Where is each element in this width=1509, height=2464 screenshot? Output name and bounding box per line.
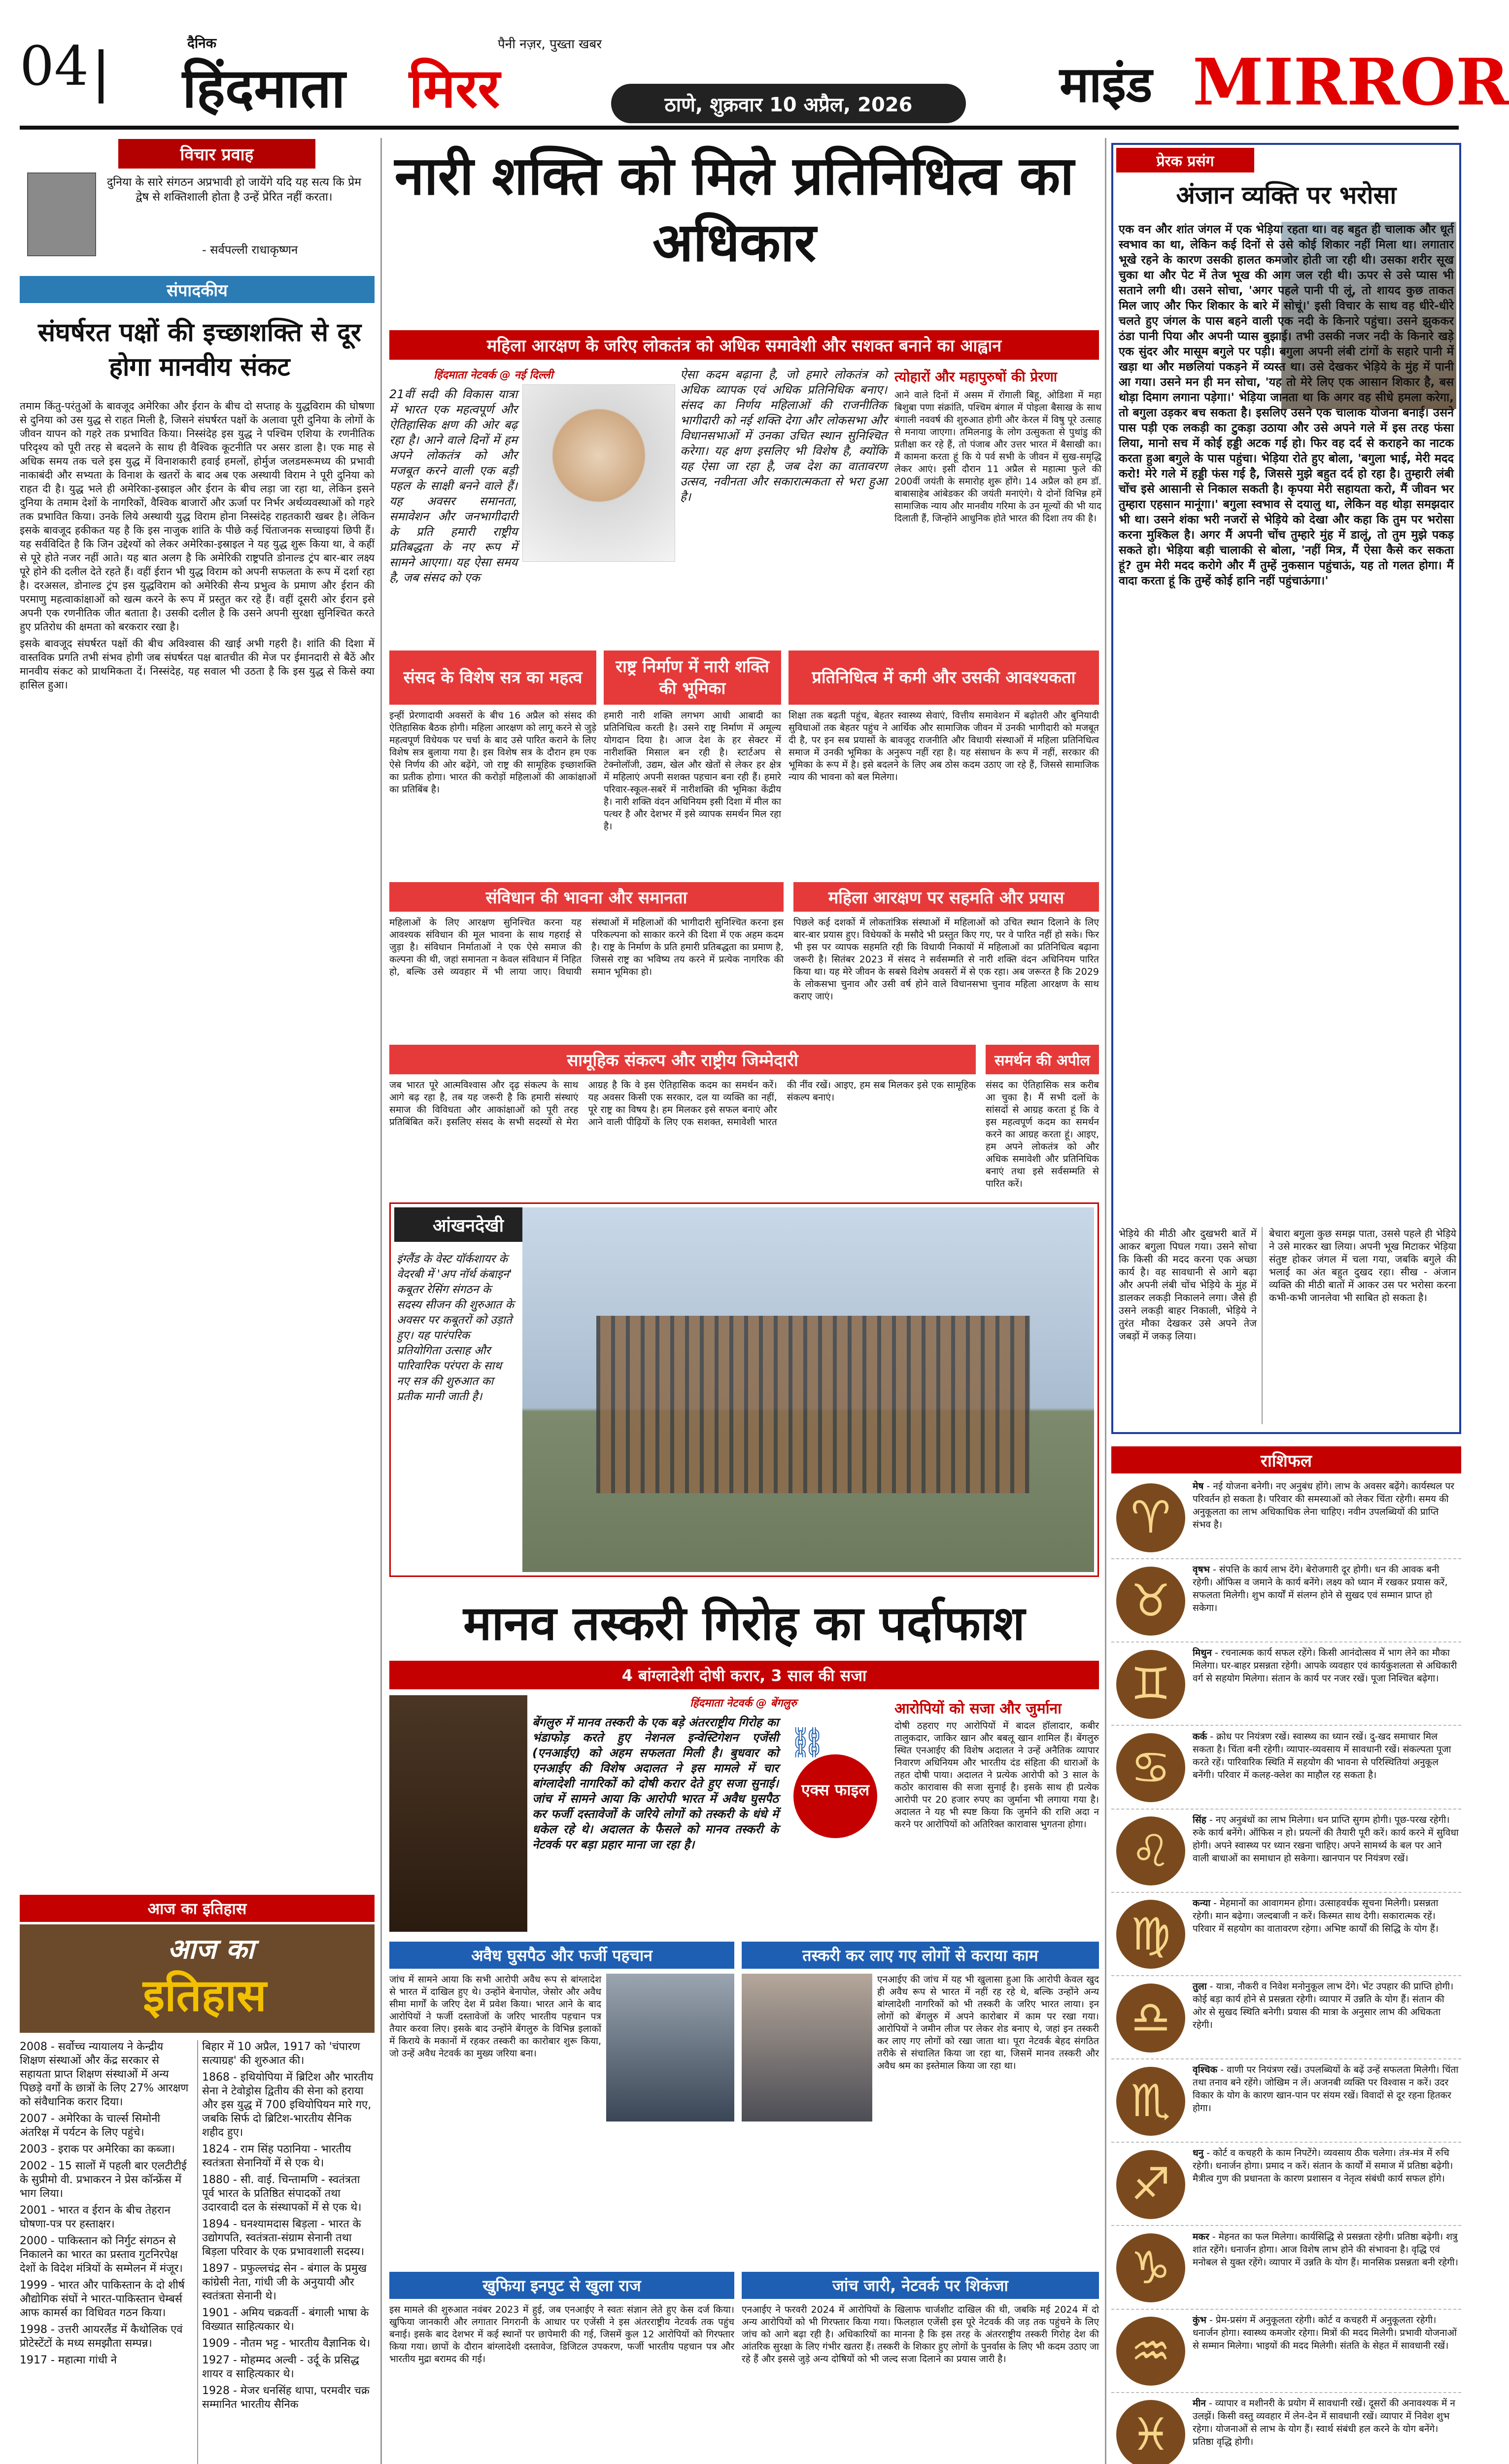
prerak-divider	[1262, 1227, 1263, 1424]
handcuff-icon: ⛓	[789, 1725, 826, 1760]
trafficking-subhead: 4 बांग्लादेशी दोषी करार, 3 साल की सजा	[621, 1666, 867, 1685]
rashi-text: तुला - यात्रा, नौकरी व निवेश मनोनुकूल लाभ देंगे। भेंट उपहार की प्राप्ति होगी। कोई बड़ा कार्य होने से प्रसन्नता रहेगी। व्यापार में उन्नति के योग हैं। संतान की ओर से सुखद स्थिति बनेगी। प्रयास की मात्रा के अनुसार लाभ की अधिकता रहेगी।	[1193, 1981, 1454, 2030]
sec7-body: संसद का ऐतिहासिक सत्र करीब आ चुका है। मैं सभी दलों के सांसदों से आग्रह करता हूं कि वे इस महत्वपूर्ण कदम का समर्थन करने का आग्रह करता हूं। आइए, हम अपने लोकतंत्र को और अधिक समावेशी और प्रतिनिधिक बनाएं तथा इसे सर्वसम्मति से पारित करें।	[986, 1080, 1099, 1189]
s2-body: एनआईए की जांच में यह भी खुलासा हुआ कि आरोपी केवल खुद ही अवैध रूप से भारत में नहीं रह रहे थे, बल्कि उन्होंने अन्य बांग्लादेशी नागरिकों को भी तस्करी के जरिए भारत लाया। इन लोगों को बेंगलुरु में अपने कारोबार में काम पर रखा गया। आरोपियों ने जमीन लीज पर लेकर शेड बनाए थे, जहां इन तस्करी कर लाए गए लोगों को रखा जाता था। पूरा नेटवर्क बेहद संगठित तरीके से संचालित किया जा रहा था, जिसमें मानव तस्करी और अवैध श्रम का इस्तेमाल किया जा रहा था।	[877, 1974, 1099, 2071]
photo-nia	[606, 1974, 734, 2122]
rashi-row	[1111, 2310, 1461, 2393]
portrait-radhakrishnan	[27, 172, 96, 256]
main-lead-right-head: त्योहारों और महापुरुषों की प्रेरणा	[894, 369, 1058, 385]
rashi-name: तुला	[1193, 1981, 1207, 1992]
rashi-prediction: संपत्ति के कार्य लाभ देंगे। बेरोजगारी दूर होगी। धन की आवक बनी रहेगी। ऑफिस व जमाने के कार्य बनेंगे। लक्ष्य को ध्यान में रखकर प्रयास करें, सफलता मिलेगी। शुभ कार्यों में संलग्न होने से सुखद एवं सम्मान प्राप्त हो सकेगा।	[1193, 1564, 1448, 1614]
itihas-item: 2008 - सर्वोच्च न्यायालय ने केन्द्रीय शिक्षण संस्थाओं और केंद्र सरकार से सहायता प्राप्त शिक्षण संस्थाओं में अन्य पिछड़े वर्गों के छात्रों के लिए 27% आरक्षण को संवैधानिक करार दिया।	[20, 2041, 189, 2108]
s3-body: इस मामले की शुरुआत नवंबर 2023 में हुई, जब एनआईए ने स्वतः संज्ञान लेते हुए केस दर्ज किया। खुफिया जानकारी और लगातार निगरानी के आधार पर एजेंसी ने इस अंतरराष्ट्रीय नेटवर्क तक पहुंच बनाई। इसके बाद देशभर में कई स्थानों पर छापेमारी की गई, जिसमें कुल 12 आरोपियों को गिरफ्तार किया गया। छापों के दौरान बांग्लादेशी दस्तावेज, डिजिटल उपकरण, फर्जी भारतीय पहचान पत्र और भारतीय मुद्रा बरामद की गई।	[389, 2304, 734, 2364]
main-lead-mid: ऐसा कदम बढ़ाना है, जो हमारे लोकतंत्र को अधिक व्यापक एवं अधिक प्रतिनिधिक बनाए। संसद का निर्णय महिलाओं की राजनीतिक भागीदारी को नई शक्ति देगा और लोकसभा और विधानसभाओं में उनका उचित स्थान सुनिश्चित करेगा। यह क्षण इसलिए भी विशेष है, क्योंकि यह ऐसा जा रहा है, जब देश का वातावरण उत्सव, नवीनता और सकारात्मकता से भरा हुआ है।	[680, 368, 887, 504]
rashi-prediction: नई योजना बनेगी। नए अनुबंध होंगे। लाभ के अवसर बढ़ेंगे। कार्यस्थल पर परिवर्तन हो सकता है। परिवार की समस्याओं को लेकर चिंता रहेगी। समय की अनुकूलता का लाभ अधिकाधिक लेना चाहिए। नवीन उपलब्धियों की प्राप्ति संभव है।	[1193, 1481, 1454, 1530]
s1-body: जांच में सामने आया कि सभी आरोपी अवैध रूप से बांग्लादेश से भारत में दाखिल हुए थे। उन्होंने बेनापोल, जेसोर और अवैध सीमा मार्गों के जरिए देश में प्रवेश किया। भारत आने के बाद आरोपियों ने फर्जी दस्तावेजों के जरिए भारतीय पहचान पत्र तैयार करवा लिए। इसके बाद उन्होंने बेंगलुरु के विभिन्न इलाकों में किराये के मकानों में रहकर तस्करी का कारोबार शुरू किया, जो उन्हें अवैध नेटवर्क का मुख्य जरिया बना।	[389, 1974, 601, 2059]
rashi-text: धनु - कोर्ट व कचहरी के काम निपटेंगे। व्यवसाय ठीक चलेगा। तंत्र-मंत्र में रुचि रहेगी। धनार्जन होगा। प्रमाद न करें। संतान के कार्यों में समाज में प्रतिष्ठा बढ़ेगी। मैत्रीत्व गुण की प्रधानता के कारण प्रशासन व नेतृत्व संबंधी कार्य सफल होंगे।	[1193, 2148, 1453, 2185]
aankhandekhi-label: आंखनदेखी	[432, 1215, 504, 1236]
sec7-head: समर्थन की अपील	[986, 1045, 1099, 1074]
prerak-label: प्रेरक प्रसंग	[1156, 152, 1214, 170]
vichar-author: - सर्वपल्ली राधाकृष्णन	[202, 243, 298, 257]
editorial-body	[20, 399, 375, 1878]
pigeon-truck	[596, 1316, 1030, 1493]
editorial-para-2: इसके बावजूद संघर्षरत पक्षों की बीच अविश्वास की खाई अभी गहरी है। शांति की दिशा में वास्तविक प्रगति तभी संभव होगी जब संघर्षरत पक्ष बातचीत की मेज पर ईमानदारी से बैठें और मानवीय संकट को प्राथमिकता दें। निस्संदेह, यह सवाल भी उठता है कि इस युद्ध से किसे क्या हासिल हुआ।	[20, 638, 375, 691]
sec5-head: महिला आरक्षण पर सहमति और प्रयास	[793, 882, 1099, 912]
sec1-body: इन्हीं प्रेरणादायी अवसरों के बीच 16 अप्रैल को संसद की ऐतिहासिक बैठक होगी। महिला आरक्षण को लागू करने से जुड़े महत्वपूर्ण विधेयक पर चर्चा के बाद उसे पारित कराने के लिए विशेष सत्र बुलाया गया है। इस विशेष सत्र के दौरान हम एक ऐसे निर्णय की ओर बढ़ेंगे, जो राष्ट्र की सामूहिक इच्छाशक्ति का प्रतीक होगा। भारत की करोड़ों महिलाओं की आकांक्षाओं का प्रतिबिंब है।	[389, 710, 596, 795]
itihas-item: 1824 - राम सिंह पठानिया - भारतीय स्वतंत्रता सेनानियों में से एक थे।	[202, 2143, 351, 2169]
prerak-col-a: भेड़िये की मीठी और दुखभरी बातें में आकर बगुला पिघल गया। उसने सोचा कि किसी की मदद करना एक अच्छा कार्य है। वह सावधानी से आगे बढ़ा और अपनी लंबी चोंच भेड़िये के मुंह में डालकर लकड़ी निकालने लगा। जैसे ही उसने लकड़ी बाहर निकाली, भेड़िये ने तुरंत मौका देखकर उसे अपने तेज जबड़ों में जकड़ लिया।	[1119, 1228, 1257, 1342]
rashi-row	[1111, 1810, 1461, 1893]
section-label-mirror: MIRROR	[1193, 44, 1509, 120]
zodiac-icon: ♋	[1116, 1733, 1185, 1802]
itihas-label: आज का इतिहास	[147, 1899, 247, 1918]
rashi-text: मेष - नई योजना बनेगी। नए अनुबंध होंगे। लाभ के अवसर बढ़ेंगे। कार्यस्थल पर परिवर्तन हो सकता है। परिवार की समस्याओं को लेकर चिंता रहेगी। समय की अनुकूलता का लाभ अधिकाधिक लेना चाहिए। नवीन उपलब्धियों की प्राप्ति संभव है।	[1193, 1481, 1454, 1530]
itihas-right	[202, 2040, 375, 2464]
rashi-text: कर्क - क्रोध पर नियंत्रण रखें। स्वास्थ्य का ध्यान रखें। दु-खद समाचार मिल सकता है। चिंता बनी रहेगी। व्यापार-व्यवसाय में सावधानी रखें। संकल्पता पूजा करते रहें। पारिवारिक स्थिति में सहयोग की भावना से परिस्थितियां अनुकूल बनेंगी। परिवार में कलह-क्लेश का माहौल रह सकता है।	[1193, 1731, 1451, 1780]
itihas-item: 2003 - इराक पर अमेरिका का कब्जा।	[20, 2143, 175, 2156]
itihas-art-big: इतिहास	[143, 1970, 267, 2021]
itihas-item: 2001 - भारत व ईरान के बीच तेहरान घोषणा-पत्र पर हस्ताक्षर।	[20, 2204, 171, 2230]
rashi-row	[1111, 1726, 1461, 1810]
s1-head: अवैध घुसपैठ और फर्जी पहचान	[471, 1946, 652, 1965]
zodiac-icon: ♉	[1116, 1567, 1185, 1636]
dateline: ठाणे, शुक्रवार 10 अप्रैल, 2026	[664, 93, 913, 116]
zodiac-icon: ♓	[1116, 2400, 1185, 2464]
editorial-para-1: तमाम किंतु-परंतुओं के बावजूद अमेरिका और ईरान के बीच दो सप्ताह के युद्धविराम की घोषणा से दुनिया को उस युद्ध से राहत मिली है, जिसने संघर्षरत पक्षों के अलावा पूरी दुनिया के लोगों के जीवन यापन को गहरे तक प्रभावित किया। निस्संदेह इस युद्ध ने पश्चिम एशिया के रणनीतिक परिदृश्य को पूरी तरह से बदलने के साथ ही वैश्विक कूटनीति पर असर डाला है। एक माह से अधिक समय तक चले इस युद्ध में विनाशकारी हवाई हमलों, होर्मुज जलडमरूमध्य की प्रभावी नाकाबंदी और सभ्यता के विनाश के खतरों के बाद अब एक अस्थायी विराम ने पूरी दुनिया को राहत दी है। युद्ध भले ही अमेरिका-इस्राइल और ईरान के बीच लड़ा जा रहा था, लेकिन इसने दुनिया के तमाम देशों के नागरिकों, वैश्विक बाजारों और ऊर्जा पर निर्भर अर्थव्यवस्थाओं को गहरे तक प्रभावित किया। उनके लिये अस्थायी युद्ध विराम होना निस्संदेह राहतकारी खबर है। लेकिन इसके बावजूद हकीकत यह है कि इस नाजुक शांति के पीछे कई चिंताजनक सच्चाइयां छिपी हैं। यह सर्वविदित है कि जिन उद्देश्यों को लेकर अमेरिका-इस्राइल ने यह युद्ध शुरू किया था, वे कहीं से पूरे होते नजर नहीं आते। यह बात अलग है कि अमेरिकी राष्ट्रपति डोनाल्ड ट्रंप बार-बार लक्ष्य पूरे होने की दलील देते रहते हैं। वहीं ईरान भी युद्ध विराम को अपनी सफलता के रूप में दर्शा रहा है। दरअसल, डोनाल्ड ट्रंप इस युद्धविराम को अमेरिकी सैन्य प्रभुत्व के प्रमाण और ईरान की परमाणु महत्वाकांक्षाओं को खत्म करने के रूप में प्रस्तुत कर रहे हैं। वहीं दूसरी ओर ईरान इसे अपनी एक रणनीतिक जीत बताता है। उसकी दलील है कि उसने अपनी सुरक्षा सुनिश्चित करते हुए प्रतिरोध की क्षमता को बरकरार रखा है।	[20, 400, 375, 633]
editorial-title: संघर्षरत पक्षों की इच्छाशक्ति से दूर होगा मानवीय संकट	[37, 317, 362, 382]
sentence-body: दोषी ठहराए गए आरोपियों में बादल हॉलादार, कबीर तालुकदार, जाकिर खान और बबलू खान शामिल हैं। बेंगलुरु स्थित एनआईए की विशेष अदालत ने उन्हें अनैतिक व्यापार निवारण अधिनियम और भारतीय दंड संहिता की धाराओं के तहत दोषी पाया। अदालत ने प्रत्येक आरोपी को 3 साल के कठोर कारावास की सजा सुनाई है। इसके साथ ही प्रत्येक आरोपी पर 20 हजार रुपए का जुर्माना भी लगाया गया है। अदालत ने यह भी स्पष्ट किया कि जुर्माने की राशि अदा न करने पर आरोपियों को अतिरिक्त कारावास भुगतना होगा।	[894, 1720, 1099, 1830]
itihas-divider	[197, 2040, 198, 2464]
s2-head: तस्करी कर लाए गए लोगों से कराया काम	[802, 1946, 1038, 1965]
itihas-item: 1928 - मेजर धनसिंह थापा, परमवीर चक्र सम्मानित भारतीय सैनिक	[202, 2385, 370, 2411]
vichar-quote: दुनिया के सारे संगठन अप्रभावी हो जायेंगे यदि यह सत्य कि प्रेम द्वेष से शक्तिशाली होता है उन्हें प्रेरित नहीं करता।	[107, 176, 361, 204]
zodiac-icon: ♌	[1116, 1816, 1185, 1885]
rashi-row	[1111, 2059, 1461, 2143]
tagline: पैनी नज़र, पुख्ता खबर	[498, 37, 602, 52]
itihas-item: 1909 - नौतम भट्ट - भारतीय वैज्ञानिक थे।	[202, 2337, 371, 2350]
rashi-row	[1111, 1976, 1461, 2059]
trafficking-lead: बेंगलुरु में मानव तस्करी के एक बड़े अंतरराष्ट्रीय गिरोह का भंडाफोड़ करते हुए नेशनल इन्वेस्टिगेशन एजेंसी (एनआईए) को अहम सफलता मिली है। बुधवार को एनआईए की विशेष अदालत ने इस मामले में चार बांग्लादेशी नागरिकों को दोषी करार देते हुए सजा सुनाई। जांच में सामने आया कि आरोपी भारत में अवैध घुसपैठ कर फर्जी दस्तावेजों के जरिये लोगों को तस्करी के धंधे में धकेल रहे थे। अदालत के फैसले को मानव तस्करी के नेटवर्क पर बड़ा प्रहार माना जा रहा है।	[532, 1715, 779, 1851]
rashi-name: कुंभ	[1193, 2314, 1206, 2326]
sec6-body: जब भारत पूरे आत्मविश्वास और दृढ़ संकल्प के साथ आगे बढ़ रहा है, तब यह जरूरी है कि हमारी संस्थाएं समाज की विविधता और आकांक्षाओं को पूरी तरह प्रतिबिंबित करें। इसलिए संसद के सभी सदस्यों से मेरा आग्रह है कि वे इस ऐतिहासिक कदम का समर्थन करें। यह अवसर किसी एक सरकार, दल या व्यक्ति का नहीं, पूरे राष्ट्र का विषय है। हम मिलकर इसे सफल बनाएं और आने वाली पीढ़ियों के लिए एक सशक्त, समावेशी भारत की नींव रखें। आइए, हम सब मिलकर इसे एक सामूहिक संकल्प बनाएं।	[389, 1080, 976, 1128]
column-divider-left	[380, 138, 382, 2464]
trafficking-headline: मानव तस्करी गिरोह का पर्दाफाश	[463, 1595, 1025, 1651]
brand-hindi: हिंदमाता	[182, 56, 345, 120]
rashi-name: वृश्चिक	[1193, 2064, 1218, 2076]
rashi-name: मकर	[1193, 2231, 1209, 2242]
rashi-prediction: मेहनत का फल मिलेगा। कार्यसिद्धि से प्रसन्नता रहेगी। प्रतिष्ठा बढ़ेगी। शत्रु शांत रहेंगे। धनार्जन होगा। आज विशेष लाभ होने की संभावना है। वृद्धि एवं मनोबल से युक्त रहेंगे। व्यापार में उन्नति के योग हैं। मानसिक प्रसन्नता बनी रहेगी।	[1193, 2231, 1458, 2268]
editorial-label: संपादकीय	[167, 280, 228, 301]
s3-head: खुफिया इनपुट से खुला राज	[482, 2276, 641, 2295]
rashifal-label: राशिफल	[1261, 1451, 1312, 1471]
main-subhead: महिला आरक्षण के जरिए लोकतंत्र को अधिक समावेशी और सशक्त बनाने का आह्वान	[486, 336, 1002, 356]
itihas-item: 1880 - सी. वाई. चिन्तामणि - स्वतंत्रता पूर्व भारत के प्रतिष्ठित संपादकों तथा उदारवादी दल के संस्थापकों में से एक थे।	[202, 2174, 362, 2214]
brand-small: दैनिक	[187, 35, 217, 51]
itihas-item: 1917 - महात्मा गांधी ने	[20, 2354, 117, 2366]
sec2-body: हमारी नारी शक्ति लगभग आधी आबादी का प्रतिनिधित्व करती है। उसने राष्ट्र निर्माण में अमूल्य योगदान दिया है। आज देश के हर सेक्टर में नारीशक्ति मिसाल बन रही है। स्टार्टअप से टेक्नोलॉजी, उद्यम, खेल और खेतों से लेकर हर क्षेत्र में महिलाएं अपनी सशक्त पहचान बना रही हैं। हमारे परिवार-स्कूल-सबरें में नारीशक्ति की भूमिका केंद्रीय है। नारी शक्ति वंदन अधिनियम इसी दिशा में मील का पत्थर है और देशभर में इसे व्यापक समर्थन मिल रहा है।	[604, 710, 781, 832]
rashi-name: कर्क	[1193, 1731, 1207, 1742]
zodiac-icon: ♍	[1116, 1900, 1185, 1969]
sentence-head: आरोपियों को सजा और जुर्माना	[894, 1700, 1062, 1717]
photo-pigeons	[522, 1207, 1094, 1572]
sec1-head: संसद के विशेष सत्र का महत्व	[389, 650, 596, 705]
rashi-name: वृषभ	[1193, 1564, 1210, 1575]
zodiac-icon: ♐	[1116, 2150, 1185, 2219]
brand-mirror: मिरर	[409, 56, 500, 120]
prerak-body: एक वन और शांत जंगल में एक भेड़िया रहता था। वह बहुत ही चालाक और धूर्त स्वभाव का था, लेकिन कई दिनों से उसे कोई शिकार नहीं मिला था। लगातार भूखे रहने के कारण उसकी हालत कमजोर होती जा रही थी। उसका शरीर सूख चुका था और पेट में तेज भूख की आग जल रही थी। ऊपर से उसे प्यास भी सताने लगी थी। उसने सोचा, 'अगर पहले पानी पी लूं, तो शायद कुछ ताकत मिल जाए और फिर शिकार के बारे में सोचूं।' इसी विचार के साथ वह धीरे-धीरे चलते हुए जंगल के पास बहने वाली एक नदी के किनारे पहुंचा। उसने झुककर ठंडा पानी पिया और अपनी प्यास बुझाई। तभी उसकी नजर नदी के किनारे खड़े एक सुंदर और मासूम बगुले पर पड़ी। बगुला अपनी लंबी टांगों के सहारे पानी में खड़ा था और मछलियां पकड़ने में व्यस्त था। उसे देखकर भेड़िये के मुंह में पानी आ गया। उसने मन ही मन सोचा, 'यह तो मेरे लिए एक आसान शिकार है, बस थोड़ा दिमाग लगाना पड़ेगा।' भेड़िया जानता था कि अगर वह सीधे हमला करेगा, तो बगुला उड़कर बच सकता है। इसलिए उसने एक चालाक योजना बनाई। उसने पास पड़ी एक लकड़ी का टुकड़ा उठाया और उसे अपने गले में इस तरह फंसा लिया, मानो सच में कोई हड्डी अटक गई हो। फिर वह दर्द से कराहने का नाटक करता हुआ बगुले के पास पहुंचा। भेड़िया रोते हुए बोला, 'बगुला भाई, मेरी मदद करो! मेरे गले में हड्डी फंस गई है, जिससे मुझे बहुत दर्द हो रहा है। तुम्हारी लंबी चोंच इसे आसानी से निकाल सकती है। कृपया मेरी सहायता करो, मैं जीवन भर तुम्हारा एहसान मानूंगा।' बगुला स्वभाव से दयालु था, लेकिन वह थोड़ा समझदार भी था। उसने शंका भरी नजरों से भेड़िये को देखा और कहा कि तुम पर भरोसा करना मुश्किल है। अगर मैं अपनी चोंच तुम्हारे मुंह में डालूं, तो तुम मुझे पकड़ सकते हो। भेड़िया बड़ी चालाकी से बोला, 'नहीं मित्र, मैं ऐसा कैसे कर सकता हूं? तुम मेरी मदद करोगे और मैं तुम्हें नुकसान पहुंचाऊं, यह तो गलत होगा। मैं वादा करता हूं कि तुम्हें कोई हानि नहीं पहुंचाऊंगा।'	[1119, 222, 1454, 587]
rashi-text: कन्या - मेहमानों का आवागमन होगा। उत्साहवर्धक सूचना मिलेगी। प्रसन्नता रहेगी। मान बढ़ेगा। जल्दबाजी न करें। किस्मत साथ देगी। सकारात्मक रहें। परिवार में सहयोग का वातावरण रहेगा। अभिष्ट कार्यों की सिद्धि के योग हैं।	[1193, 1897, 1439, 1934]
itihas-item: 1927 - मोहम्मद अल्वी - उर्दू के प्रसिद्ध शायर व साहित्यकार थे।	[202, 2354, 359, 2380]
zodiac-icon: ♊	[1116, 1650, 1185, 1719]
rashi-prediction: नए अनुबंधों का लाभ मिलेगा। धन प्राप्ति सुगम होगी। पूछ-परख रहेगी। रुके कार्य बनेंगे। ऑफिस न हो। प्रयत्नों की तैयारी पूरी करें। कार्य करने में सुविधा होगी। अपने स्वास्थ्य पर ध्यान रखना चाहिए। अपने सामर्थ्य के बल पर आने वाली बाधाओं का समाधान हो सकेगा। खानपान पर नियंत्रण रखें।	[1193, 1814, 1459, 1864]
itihas-item: 2007 - अमेरिका के चार्ल्स सिमोनी अंतरिक्ष में पर्यटन के लिए पहुंचे।	[20, 2113, 161, 2139]
itihas-item: 2000 - पाकिस्तान को निर्गुट संगठन से निकालने का भारत का प्रस्ताव गुटनिरपेक्ष देशों के विदेश मंत्रियों के सम्मेलन में मंजूर।	[20, 2235, 183, 2275]
zodiac-icon: ♎	[1116, 1984, 1185, 2053]
zodiac-icon: ♏	[1116, 2067, 1185, 2136]
prerak-col-b: बेचारा बगुला कुछ समझ पाता, उससे पहले ही भेड़िये ने उसे मारकर खा लिया। अपनी भूख मिटाकर भेड़िया संतुष्ट होकर जंगल में चला गया, जबकि बगुले की भलाई का अंत बहुत दुखद रहा। सीख - अंजान व्यक्ति की मीठी बातों में आकर उस पर भरोसा करना कभी-कभी जानलेवा भी साबित हो सकता है।	[1269, 1228, 1456, 1303]
sec3-head: प्रतिनिधित्व में कमी और उसकी आवश्यकता	[789, 650, 1099, 705]
itihas-item: 1901 - अमिय चक्रवर्ती - बंगाली भाषा के विख्यात साहित्यकार थे।	[202, 2307, 369, 2333]
photo-pm	[522, 384, 675, 562]
s4-head: जांच जारी, नेटवर्क पर शिकंजा	[832, 2276, 1008, 2295]
rashi-prediction: कोर्ट व कचहरी के काम निपटेंगे। व्यवसाय ठीक चलेगा। तंत्र-मंत्र में रुचि रहेगी। धनार्जन होगा। प्रमाद न करें। संतान के कार्यों में समाज में प्रतिष्ठा बढ़ेगी। मैत्रीत्व गुण की प्रधानता के कारण प्रशासन व नेतृत्व संबंधी कार्य सफल होंगे।	[1193, 2148, 1453, 2185]
rashi-name: धनु	[1193, 2148, 1204, 2159]
vichar-label: विचार प्रवाह	[180, 145, 254, 165]
section-label-hindi: माइंड	[1060, 55, 1153, 113]
rashi-text: वृश्चिक - वाणी पर नियंत्रण रखें। उपलब्धियों के बढ़ें उन्हें सफलता मिलेगी। चिंता तथा तनाव बने रहेंगे। जोखिम न लें। अजनबी व्यक्ति पर विश्वास न करें। उदर विकार के योग के कारण खान-पान पर संयम रखें। विवादों से दूर रहना हितकर होगा।	[1193, 2064, 1459, 2114]
rashi-row	[1111, 1893, 1461, 1976]
sec4-body: महिलाओं के लिए आरक्षण सुनिश्चित करना यह आवश्यक संविधान की मूल भावना के साथ गहराई से जुड़ा है। संविधान निर्माताओं ने एक ऐसे समाज की कल्पना की थी, जहां समानता न केवल संविधान में निहित हो, बल्कि उसे व्यवहार में भी लाया जाए। विधायी संस्थाओं में महिलाओं की भागीदारी सुनिश्चित करना इस परिकल्पना को साकार करने की दिशा में एक अहम कदम है। राष्ट्र के निर्माण के प्रति हमारी प्रतिबद्धता का प्रमाण है, जिससे राष्ट्र का भविष्य तय करने में प्रत्येक नागरिक की समान भूमिका हो।	[389, 917, 784, 977]
rashi-prediction: व्यापार व मशीनरी के प्रयोग में सावधानी रखें। दूसरों की अनावश्यक में न उलझें। किसी वस्तु व्यवहार में लेन-देन में सावधानी रखें। व्यापार में निवेश शुभ रहेगा। योजनाओं से लाभ के योग हैं। स्वार्थ संबंधी हल करने के योग बनेंगे। प्रतिष्ठा वृद्धि होगी।	[1193, 2397, 1455, 2447]
page-number: 04	[20, 34, 89, 98]
rashi-row	[1111, 2143, 1461, 2226]
rashi-text: वृषभ - संपत्ति के कार्य लाभ देंगे। बेरोजगारी दूर होगी। धन की आवक बनी रहेगी। ऑफिस व जमाने के कार्य बनेंगे। लक्ष्य को ध्यान में रखकर प्रयास करें, सफलता मिलेगी। शुभ कार्यों में संलग्न होने से सुखद एवं सम्मान प्राप्त हो सकेगा।	[1193, 1564, 1448, 1614]
photo-gavel	[389, 1695, 527, 1932]
itihas-art	[20, 1924, 375, 2033]
masthead-rule	[20, 126, 1459, 130]
itihas-art-small: आज का	[168, 1933, 254, 1965]
prerak-title: अंजान व्यक्ति पर भरोसा	[1176, 180, 1397, 209]
main-byline: हिंदमाता नेटवर्क @ नई दिल्ली	[434, 369, 553, 381]
rashi-row	[1111, 1476, 1461, 1559]
main-headline: नारी शक्ति को मिले प्रतिनिधित्व का अधिकार	[394, 145, 1074, 274]
rashi-name: मेष	[1193, 1481, 1204, 1492]
itihas-item: 1868 - इथियोपिया में ब्रिटिश और भारतीय सेना ने टेवोड्रोस द्वितीय की सेना को हराया और इस युद्ध में 700 इथियोपियन मारे गए, जबकि सिर्फ दो ब्रिटिश-भारतीय सैनिक शहीद हुए।	[202, 2071, 374, 2139]
trafficking-byline: हिंदमाता नेटवर्क @ बेंगलुरु	[690, 1697, 797, 1710]
zodiac-icon: ♒	[1116, 2317, 1185, 2386]
rashi-text: कुंभ - प्रेम-प्रसंग में अनुकूलता रहेगी। कोर्ट व कचहरी में अनुकूलता रहेगी। धनार्जन होगा। स्वास्थ्य कमजोर रहेगा। मित्रों की मदद मिलेगी। प्रभावी योजनाओं से सम्मान मिलेगा। भाइयों की मदद मिलेगी। संतति के सेहत में सावधानी रखें।	[1193, 2314, 1457, 2351]
itihas-item: 1998 - उत्तरी आयरलैंड में कैथोलिक एवं प्रोटेस्टेंटों के मध्य समझौता सम्पन्न।	[20, 2324, 183, 2350]
rashi-row	[1111, 1643, 1461, 1726]
rashi-row	[1111, 1559, 1461, 1643]
rashi-text: मीन - व्यापार व मशीनरी के प्रयोग में सावधानी रखें। दूसरों की अनावश्यक में न उलझें। किसी वस्तु व्यवहार में लेन-देन में सावधानी रखें। व्यापार में निवेश शुभ रहेगा। योजनाओं से लाभ के योग हैं। स्वार्थ संबंधी हल करने के योग बनेंगे। प्रतिष्ठा वृद्धि होगी।	[1193, 2397, 1455, 2447]
sec5-body: पिछले कई दशकों में लोकतांत्रिक संस्थाओं में महिलाओं को उचित स्थान दिलाने के लिए बार-बार प्रयास हुए। विधेयकों के मसौदे भी प्रस्तुत किए गए, पर वे पारित नहीं हो सके। फिर भी इस पर व्यापक सहमति रही कि विधायी निकायों में महिलाओं का प्रतिनिधित्व बढ़ाना जरूरी है। सितंबर 2023 में संसद ने सर्वसम्मति से नारी शक्ति वंदन अधिनियम पारित किया था। यह मेरे जीवन के सबसे विशेष अवसरों में से एक रहा। अब जरूरत है कि 2029 के लोकसभा चुनाव और उसी वर्ष होने वाले विधानसभा चुनाव महिला आरक्षण के साथ कराए जाएं।	[793, 917, 1099, 1002]
rashi-prediction: क्रोध पर नियंत्रण रखें। स्वास्थ्य का ध्यान रखें। दु-खद समाचार मिल सकता है। चिंता बनी रहेगी। व्यापार-व्यवसाय में सावधानी रखें। संकल्पता पूजा करते रहें। पारिवारिक स्थिति में सहयोग की भावना से परिस्थितियां अनुकूल बनेंगी। परिवार में कलह-क्लेश का माहौल रह सकता है।	[1193, 1731, 1451, 1780]
sec2-head: राष्ट्र निर्माण में नारी शक्ति की भूमिका	[604, 650, 781, 705]
rashi-prediction: प्रेम-प्रसंग में अनुकूलता रहेगी। कोर्ट व कचहरी में अनुकूलता रहेगी। धनार्जन होगा। स्वास्थ्य कमजोर रहेगा। मित्रों की मदद मिलेगी। प्रभावी योजनाओं से सम्मान मिलेगा। भाइयों की मदद मिलेगी। संतति के सेहत में सावधानी रखें।	[1193, 2314, 1457, 2351]
aankhandekhi-caption: इंग्लैंड के वेस्ट यॉर्कशायर के वेदरबी में 'अप नॉर्थ कंबाइन' कबूतर रेसिंग संगठन के सदस्य सीजन की शुरुआत के अवसर पर कबूतरों को उड़ाते हुए। यह पारंपरिक प्रतियोगिता उत्साह और पारिवारिक परंपरा के साथ नए सत्र की शुरुआत का प्रतीक मानी जाती है।	[397, 1253, 514, 1403]
sec6-head: सामूहिक संकल्प और राष्ट्रीय जिम्मेदारी	[389, 1045, 976, 1074]
sec3-body: शिक्षा तक बढ़ती पहुंच, बेहतर स्वास्थ्य सेवाएं, वित्तीय समावेशन में बढ़ोतरी और बुनियादी सुविधाओं तक बेहतर पहुंच ने आर्थिक और सामाजिक जीवन में उनकी भागीदारी को मजबूत दी है, पर इन सब प्रयासों के बावजूद राजनीति और विधायी संस्थाओं में महिला प्रतिनिधित्व समाज में उनकी भूमिका के अनुरूप नहीं रहा है। यह संसाधन के रूप में नहीं, सरकार की भूमिका के रूप में है। इसे बदलने के लिए अब ठोस कदम उठाए जा रहे हैं, जिससे सामाजिक न्याय की भावना को बल मिलेगा।	[789, 710, 1099, 783]
zodiac-icon: ♈	[1116, 1483, 1185, 1552]
rashi-name: सिंह	[1193, 1814, 1206, 1825]
main-lead-right: आने वाले दिनों में असम में रोंगाली बिहू, ओडिशा में महा बिशुबा पणा संक्रांति, पश्चिम बंगाल में पोइला बैसाख के साथ बंगाली नववर्ष की शुरुआत होगी और केरल में विषु पूरे उत्साह से मनाया जाएगा। तमिलनाडु के लोग उत्सुकता से पुथांडु की प्रतीक्षा कर रहे हैं, तो पंजाब और उत्तर भारत में बैसाखी का। मैं कामना करता हूं कि ये पर्व सभी के जीवन में सुख-समृद्धि लेकर आएं। इसी दौरान 11 अप्रैल से महात्मा फुले की 200वीं जयंती के समारोह शुरू होंगे। 14 अप्रैल को हम डॉ. बाबासाहेब आंबेडकर की जयंती मनाएंगे। ये दोनों विभिन्न हमें सामाजिक न्याय और मानवीय गरिमा के उन मूल्यों की भी याद दिलाती हैं, जिन्होंने आधुनिक होते भारत की दिशा तय की है।	[894, 390, 1101, 524]
photo-raid	[742, 1974, 872, 2122]
rashifal-list	[1111, 1476, 1461, 2464]
s4-body: एनआईए ने फरवरी 2024 में आरोपियों के खिलाफ चार्जशीट दाखिल की थी, जबकि मई 2024 में दो अन्य आरोपियों को भी गिरफ्तार किया गया। फिलहाल एजेंसी इस पूरे नेटवर्क की जड़ तक पहुंचने के लिए जांच को आगे बढ़ा रही है। अधिकारियों का मानना है कि इस तरह के अंतरराष्ट्रीय तस्करी गिरोह देश की आंतरिक सुरक्षा के लिए गंभीर खतरा हैं। तस्करी के शिकार हुए लोगों के पुनर्वास के लिए भी कदम उठाए जा रहे हैं और इससे जुड़े अन्य दोषियों को भी जल्द सजा दिलाने का प्रयास जारी है।	[742, 2304, 1099, 2364]
rashi-name: मिथुन	[1193, 1647, 1212, 1659]
masthead-rule-left	[99, 49, 103, 103]
itihas-item: 1897 - प्रफुल्लचंद्र सेन - बंगाल के प्रमुख कांग्रेसी नेता, गांधी जी के अनुयायी और स्वतंत्रता सेनानी थे।	[202, 2262, 367, 2302]
zodiac-icon: ♑	[1116, 2233, 1185, 2302]
sec4-head: संविधान की भावना और समानता	[389, 882, 784, 912]
rashi-row	[1111, 2393, 1461, 2464]
rashi-text: मिथुन - रचनात्मक कार्य सफल रहेंगे। किसी आनंदोत्सव में भाग लेने का मौका मिलेगा। घर-बाहर प्रसन्नता रहेगी। आपके व्यवहार एवं कार्यकुशलता से अधिकारी वर्ग से सहयोग मिलेगा। संतान के कार्य पर नजर रखें। पूजा निश्चित बढ़ेगा।	[1193, 1647, 1457, 1684]
itihas-item: बिहार में 10 अप्रैल, 1917 को 'चंपारण सत्याग्रह' की शुरुआत की।	[202, 2041, 360, 2067]
rashi-row	[1111, 2226, 1461, 2310]
rashi-prediction: मेहमानों का आवागमन होगा। उत्साहवर्धक सूचना मिलेगी। प्रसन्नता रहेगी। मान बढ़ेगा। जल्दबाजी न करें। किस्मत साथ देगी। सकारात्मक रहें। परिवार में सहयोग का वातावरण रहेगा। अभिष्ट कार्यों की सिद्धि के योग हैं।	[1193, 1897, 1439, 1934]
rashi-name: कन्या	[1193, 1897, 1211, 1909]
rashi-prediction: रचनात्मक कार्य सफल रहेंगे। किसी आनंदोत्सव में भाग लेने का मौका मिलेगा। घर-बाहर प्रसन्नता रहेगी। आपके व्यवहार एवं कार्यकुशलता से अधिकारी वर्ग से सहयोग मिलेगा। संतान के कार्य पर नजर रखें। पूजा निश्चित बढ़ेगा।	[1193, 1647, 1457, 1684]
rashi-prediction: यात्रा, नौकरी व निवेश मनोनुकूल लाभ देंगे। भेंट उपहार की प्राप्ति होगी। कोई बड़ा कार्य होने से प्रसन्नता रहेगी। व्यापार में उन्नति के योग हैं। संतान की ओर से सुखद स्थिति बनेगी। प्रयास की मात्रा के अनुसार लाभ की अधिकता रहेगी।	[1193, 1981, 1454, 2030]
x-file-label: एक्स फाइल	[801, 1780, 870, 1799]
itihas-item: 2002 - 15 सालों में पहली बार एलटीटीई के सुप्रीमो वी. प्रभाकरन ने प्रेस कॉन्फ्रेंस में भाग लिया।	[20, 2160, 187, 2200]
rashi-text: सिंह - नए अनुबंधों का लाभ मिलेगा। धन प्राप्ति सुगम होगी। पूछ-परख रहेगी। रुके कार्य बनेंगे। ऑफिस न हो। प्रयत्नों की तैयारी पूरी करें। कार्य करने में सुविधा होगी। अपने स्वास्थ्य पर ध्यान रखना चाहिए। अपने सामर्थ्य के बल पर आने वाली बाधाओं का समाधान हो सकेगा। खानपान पर नियंत्रण रखें।	[1193, 1814, 1459, 1864]
itihas-left	[20, 2040, 192, 2464]
itihas-item: 1894 - घनश्यामदास बिड़ला - भारत के उद्योगपति, स्वतंत्रता-संग्राम सेनानी तथा बिड़ला परिवार के एक प्रभावशाली सदस्य।	[202, 2218, 365, 2258]
rashi-name: मीन	[1193, 2397, 1206, 2409]
rashi-prediction: वाणी पर नियंत्रण रखें। उपलब्धियों के बढ़ें उन्हें सफलता मिलेगी। चिंता तथा तनाव बने रहेंगे। जोखिम न लें। अजनबी व्यक्ति पर विश्वास न करें। उदर विकार के योग के कारण खान-पान पर संयम रखें। विवादों से दूर रहना हितकर होगा।	[1193, 2064, 1459, 2114]
itihas-item: 1999 - भारत और पाकिस्तान के दो शीर्ष औद्योगिक संघों ने भारत-पाकिस्तान चेम्बर्स आफ कामर्स का विधिवत गठन किया।	[20, 2279, 185, 2319]
rashi-text: मकर - मेहनत का फल मिलेगा। कार्यसिद्धि से प्रसन्नता रहेगी। प्रतिष्ठा बढ़ेगी। शत्रु शांत रहेंगे। धनार्जन होगा। आज विशेष लाभ होने की संभावना है। वृद्धि एवं मनोबल से युक्त रहेंगे। व्यापार में उन्नति के योग हैं। मानसिक प्रसन्नता बनी रहेगी।	[1193, 2231, 1458, 2268]
main-lead-left: 21वीं सदी की विकास यात्रा में भारत एक महत्वपूर्ण और ऐतिहासिक क्षण की ओर बढ़ रहा है। आने वाले दिनों में हम अपने लोकतंत्र को और मजबूत करने वाली एक बड़ी पहल के साक्षी बनने वाले हैं। यह अवसर समानता, समावेशन और जनभागीदारी के प्रति हमारी राष्ट्रीय प्रतिबद्धता के नए रूप में सामने आएगा। यह ऐसा समय है, जब संसद को एक	[389, 387, 517, 584]
column-divider-right	[1105, 138, 1106, 2464]
